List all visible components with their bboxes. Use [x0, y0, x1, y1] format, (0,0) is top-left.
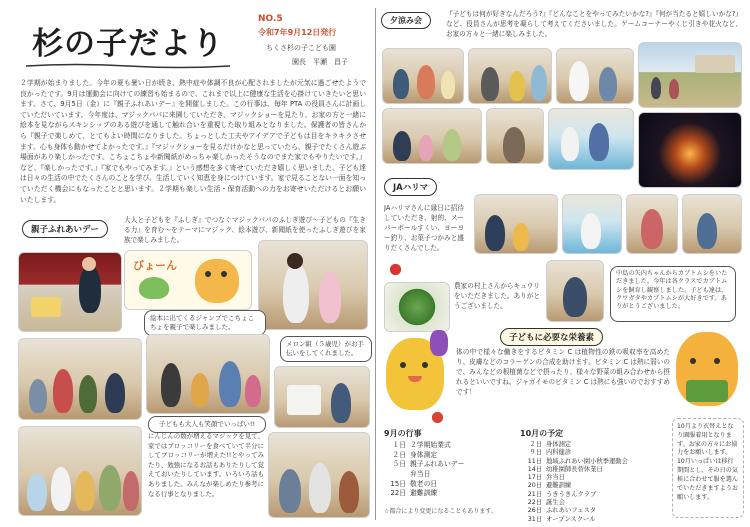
schedule-event: 避難訓練 [546, 482, 572, 490]
fruit-row [390, 264, 470, 278]
yusuzumi-photo-1 [382, 48, 464, 104]
schedule-day: １日 [392, 441, 406, 449]
schedule-event: 幼稚園師長替休業日 [546, 465, 603, 473]
oyako-photo-newspaper [274, 366, 370, 428]
ja-photo-2 [562, 194, 622, 254]
schedule-september [384, 428, 502, 499]
uniform-note-box [672, 418, 744, 518]
schedule-event: 弁当日 [546, 474, 565, 482]
yusuzumi-tag-label: 夕涼み会 [390, 16, 422, 25]
oyako-photo-play [146, 334, 270, 414]
schedule-row [514, 466, 670, 474]
schedule-event: 内科健診 [546, 449, 572, 457]
schedule-day: 11日 [527, 457, 542, 465]
yusuzumi-photo-4 [382, 108, 482, 164]
schedule-day: 31日 [527, 515, 542, 523]
oyako-photo-group [18, 426, 142, 516]
schedule-row [514, 482, 670, 490]
schedule-note: ☆都合により変更になることもあります。 [384, 508, 497, 515]
schedule-row [384, 480, 502, 490]
yusuzumi-tag [381, 12, 431, 29]
oyako-lead: 大人と子どもを『ふしぎ』でつなぐマジックパパのふしぎ遊び～子どもの『生きる力』を育む～をテーマにマジック、絵本遊び、新聞紙を使ったふしぎ遊びを家族で楽しみました。 [124, 216, 366, 244]
schedule-event: ふれあいフェスタ [546, 507, 597, 515]
schedule-event: オープンスクール [546, 515, 596, 523]
schedule-september-title: 9月の行事 [384, 429, 422, 438]
intro-text: ２学期が始まりました。今年の夏も暑い日が続き、熱中症や体調不良が心配されましたが元気に過ごせたようで良かったです。9月は運動会に向けての練習も始まるので、これまで以上に健康な生活を心掛けていきたいと思います。さて、9月5日（金）に『親子ふれあいデー』を開催しました。この行事は、毎年 PTA の役員さんに計画していただいています。今年度は、マジックパパに来園していただき、マジックショーを見たり、お家の方と一緒に絵本を見ながらスキンシップのある遊びを通して触れ合いを重視した取り組みとなりました。保護者の皆さんから『親子で楽しめて、とてもよい時間になりました。ちょっとした工夫やアイデアで子どもは目をキラキラさせます。心も身体も動かせてよかったです。』『マジックショーを見るだけかなと思っていたら、親子でたくさん遊ぶ場面があり楽しかったです。こちょこちょや新聞紙がめっちゃ楽しかったそうなのでまた家でもやりたいです。』など、『楽しかったです。』『家でもやってみます。』という感想を多く寄せていただき嬉しく思いました。子ども達は日々の生活の中でたくさんのことを学び、生活していく知恵を身につけています。家で見ることない一面を知っていただく機会にもなったことと思います。２学期も楽しい生活・保育活動への力をお寄せいただけるとお願いいたします。 [20, 79, 366, 204]
schedule-day: ５日 [392, 460, 406, 469]
yusuzumi-text: 『子どもは何が好きなんだろう?』『どんなことをやってみたいかな?』『何が当たると嬉しいかな?』など、役員さんが思考を凝らして考えてくださいました。ゲームコーナーやくじ引きや花火など、お家の方々と一緒に楽しみました。 [446, 10, 742, 38]
ja-photo-cucumber [384, 282, 450, 332]
schedule-row [384, 441, 502, 451]
yusuzumi-photo-6 [548, 108, 634, 170]
schedule-row [514, 449, 670, 457]
schedule-event: 身体測定 [546, 441, 572, 448]
ja-caption-cucumber: 農家の村上さんからキュウリをいただきました。ありがとうございました。 [454, 282, 540, 310]
schedule-day: 26日 [527, 507, 542, 515]
oyako-caption-carrot: にんじんの数が増えるマジックを見て、家ではブロッコリーを食べていて半分にしてブロッコリーが増えた!!とやってみたり、勉強になるお話もありたりして覚えておいたりしています。いろいろ話もありました。みんなが楽しめたり参考になる行事となりました。 [148, 432, 264, 498]
schedule-day: 14日 [527, 465, 542, 473]
oyako-caption-smiles: 子どもも大人も笑顔でいっぱい!! [148, 416, 266, 433]
oyako-tag [22, 220, 108, 238]
column-divider [375, 8, 376, 520]
yusuzumi-photo-2 [468, 48, 552, 104]
oyako-photo-families [18, 338, 142, 420]
issue-date: 令和7年9月12日発行 [258, 28, 337, 37]
schedule-row [384, 460, 502, 470]
ja-photo-4 [682, 194, 742, 254]
schedule-day: 21日 [527, 490, 542, 498]
uniform-note-text: 10月より衣替えとなり園服着用となります。お家の方々にお協力をお願いします。10月いっぱいは移行期間とし、その日の気候に合わせて服を選んでいただきますようお願いします。 [677, 423, 738, 501]
ja-tag [384, 178, 437, 196]
schedule-row [384, 451, 502, 461]
schedule-event: 親子ふれあいデー [410, 460, 465, 469]
schedule-event: 誕生会 [546, 499, 565, 507]
schedule-row [514, 507, 670, 515]
ja-tag-label: JAハリマ [393, 183, 429, 193]
grape-icon-large [430, 330, 448, 356]
schedule-october [514, 428, 670, 524]
strawberry-icon [432, 412, 443, 423]
cat-illustration [195, 259, 239, 303]
nutrition-text: 体の中で様々な働きをするビタミン C は植物性の鉄の吸収率を高めたり、皮膚などのコラーゲンの合成を助けます。ビタミン C は熱に弱いので、みんなどの根植菌などで摂ったり、様々な野菜の組み合わせから摂れるといいですね。ジャガイモのビタミン C は熱にも強いのでおすすめです！ [456, 348, 670, 396]
vegetable-row [392, 412, 674, 424]
schedule-day: ９日 [529, 449, 542, 457]
schedule-event: 避難訓練 [410, 489, 438, 498]
schedule-row [514, 516, 670, 524]
schedule-event: ２学期始業式 [410, 441, 451, 449]
schedule-day: 17日 [527, 474, 542, 482]
issue-number: NO.5 [258, 14, 283, 24]
schedule-day: 15日 [390, 479, 406, 488]
schedule-day: 22日 [390, 489, 406, 498]
schedule-row [514, 491, 670, 499]
schedule-september-list [384, 441, 502, 499]
schedule-day [384, 470, 406, 480]
schedule-event: うきうきんクラブ [546, 490, 597, 498]
frog-illustration [139, 277, 169, 299]
schedule-event: 敬老の日 [410, 479, 438, 488]
schedule-day: ２日 [392, 450, 406, 459]
yusuzumi-photo-5 [486, 108, 544, 164]
schedule-october-title: 10月の予定 [520, 429, 564, 438]
title-underline [24, 62, 232, 70]
ja-text: JAハリマさんに縁日に招待していただき、射的、スーパーボールすくい、ヨーヨー釣り、お菓子つかみと盛りだくさんでした。 [384, 204, 464, 252]
oyako-caption-melon: メロン組（５歳児）がお手伝いをしてくれました。 [280, 336, 372, 362]
oyako-picturebook [124, 250, 252, 310]
ja-photo-beetle [546, 260, 604, 322]
yusuzumi-photo-yard [638, 42, 742, 108]
schedule-row [384, 489, 502, 499]
nutrition-tag-label: 子どもに必要な栄養素 [509, 333, 595, 343]
cat-mascot-illustration [676, 332, 738, 406]
schedule-row [514, 458, 670, 466]
schedule-event: 地域ふれあい園小秋季運動会 [546, 457, 628, 465]
ja-photo-1 [474, 194, 558, 254]
principal-name: 園長 平瀬 昌子 [292, 58, 348, 66]
schedule-day: 22日 [527, 499, 542, 507]
apple-icon-2 [390, 264, 401, 275]
newsletter-title: 杉の子だより [32, 26, 224, 62]
schedule-day: ２日 [529, 441, 542, 448]
oyako-tag-label: 親子ふれあいデー [31, 225, 100, 235]
schedule-row [384, 470, 502, 480]
yusuzumi-photo-fireworks [638, 112, 742, 188]
schedule-event: 弁当日 [410, 469, 431, 478]
nutrition-tag [500, 328, 603, 346]
yusuzumi-photo-3 [556, 48, 634, 104]
publisher-name: ちくさ杉の子こども園 [266, 44, 336, 52]
ja-caption-beetle: 中島の矢内ちゃんからカブトムシをいただきました。今年は各クラスでカブトムシを飼育し観察しました。子ども達は、クワガタやカブトムシが大好きです。ありがとうございました。 [610, 266, 736, 322]
schedule-october-list [514, 441, 670, 524]
oyako-caption-jump: 絵本に出てくるジャンプでこちょこちょを親子で楽しみました。 [144, 310, 266, 336]
picturebook-title: びょーん [133, 259, 177, 272]
schedule-event: 身体測定 [410, 450, 438, 459]
oyako-photo-helpers [258, 240, 368, 330]
schedule-day: 20日 [527, 482, 542, 490]
ja-photo-3 [626, 194, 678, 254]
oyako-photo-magic [18, 252, 122, 332]
oyako-photo-audience [268, 432, 370, 518]
